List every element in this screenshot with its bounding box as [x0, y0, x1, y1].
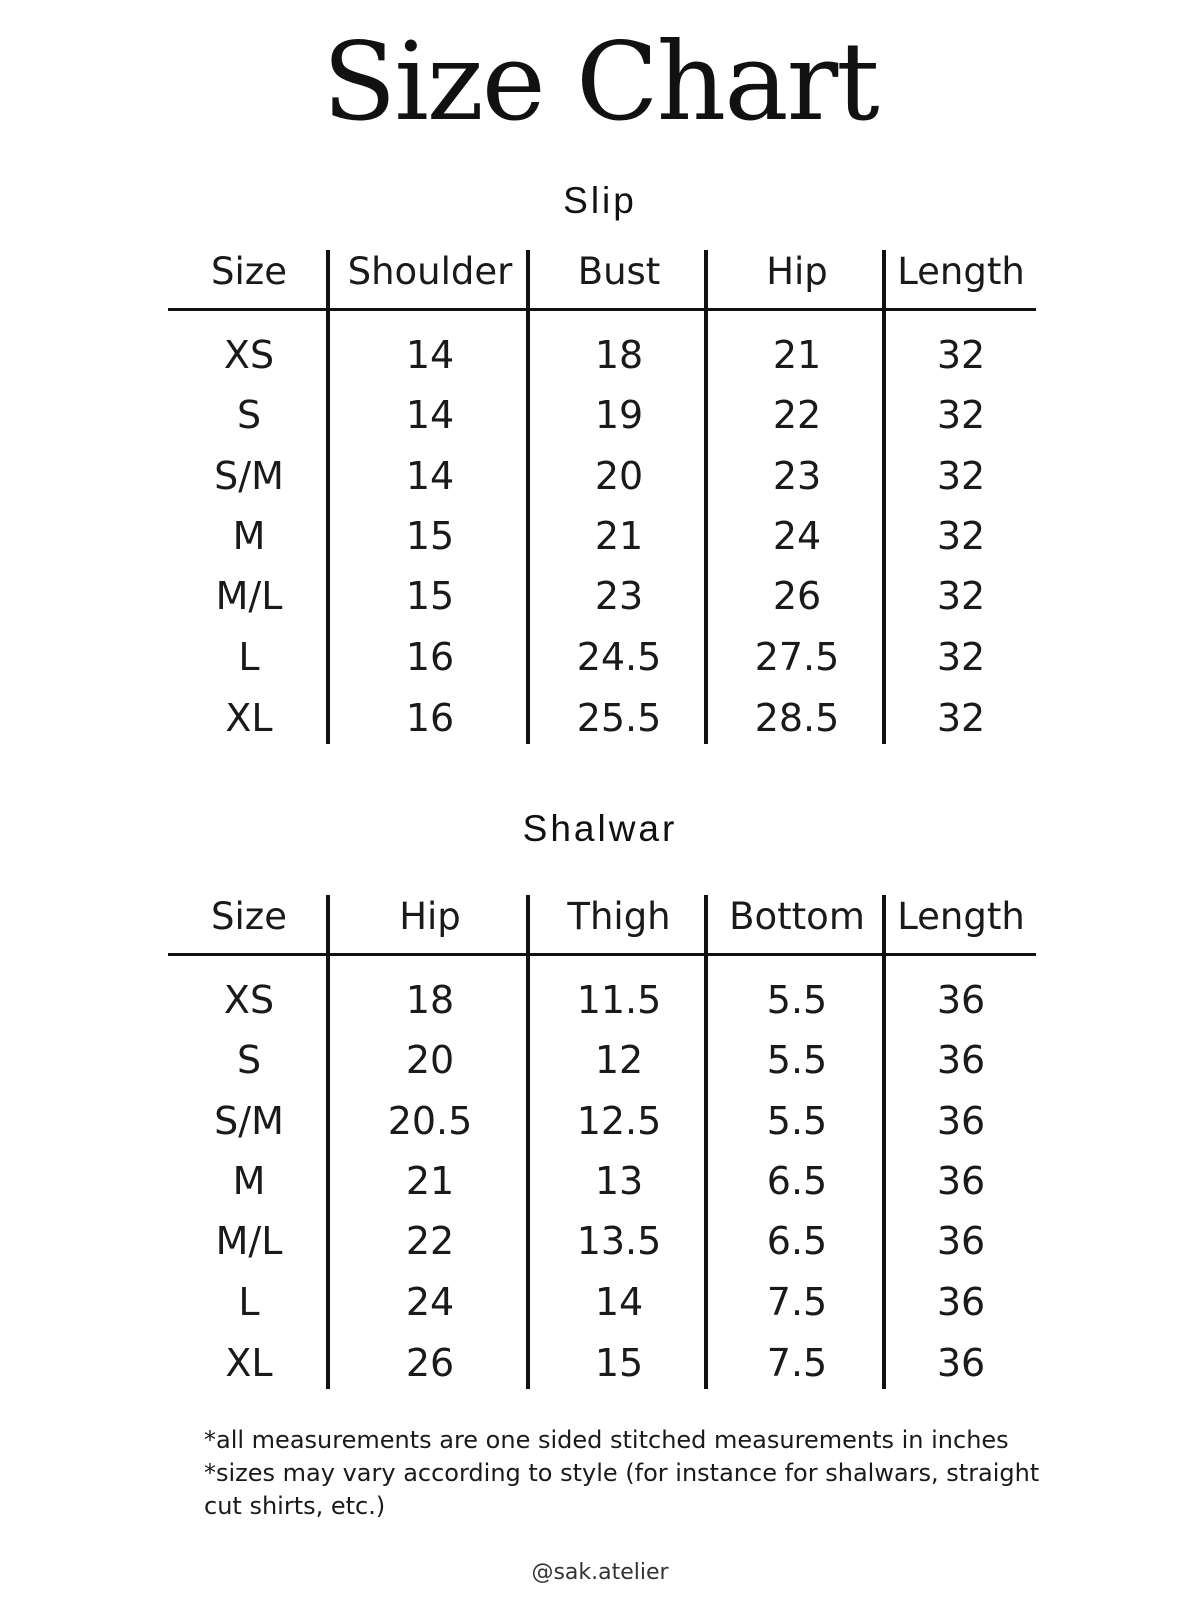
table-cell: 5.5	[766, 978, 828, 1022]
note-measurements: *all measurements are one sided stitched measurements in inches	[204, 1426, 1009, 1454]
table-cell: 36	[936, 1341, 986, 1385]
table-cell: 7.5	[766, 1280, 828, 1324]
column-header-hip: Hip	[399, 895, 461, 938]
table-cell: 32	[936, 574, 986, 618]
slip-section-title: Slip	[563, 180, 637, 221]
table-cell: 32	[936, 635, 986, 679]
table-cell: 16	[405, 635, 455, 679]
table-cell: M	[232, 514, 266, 558]
table-cell: XS	[223, 333, 275, 377]
table-cell: 6.5	[766, 1159, 828, 1203]
table-cell: 24	[772, 514, 822, 558]
shalwar-section-title: Shalwar	[522, 808, 678, 849]
table-cell: 36	[936, 1038, 986, 1082]
column-header-shoulder: Shoulder	[347, 250, 513, 293]
table-cell: 21	[594, 514, 644, 558]
table-cell: 5.5	[766, 1099, 828, 1143]
table-cell: 14	[405, 454, 455, 498]
table-cell: 20	[594, 454, 644, 498]
table-cell: 25.5	[576, 696, 662, 740]
table-cell: 15	[405, 514, 455, 558]
column-header-size: Size	[211, 250, 287, 293]
table-cell: 32	[936, 454, 986, 498]
column-header-bottom: Bottom	[729, 895, 865, 938]
header-divider	[168, 953, 1036, 956]
table-cell: 11.5	[576, 978, 662, 1022]
table-cell: 7.5	[766, 1341, 828, 1385]
table-cell: 22	[772, 393, 822, 437]
shalwar-size-table	[168, 895, 1036, 1389]
table-cell: 23	[594, 574, 644, 618]
table-cell: 16	[405, 696, 455, 740]
table-cell: 26	[405, 1341, 455, 1385]
table-cell: 5.5	[766, 1038, 828, 1082]
table-cell: 19	[594, 393, 644, 437]
table-cell: 20.5	[387, 1099, 473, 1143]
table-cell: 14	[594, 1280, 644, 1324]
column-header-size: Size	[211, 895, 287, 938]
slip-size-table	[168, 250, 1036, 744]
table-cell: 13	[594, 1159, 644, 1203]
column-header-hip: Hip	[766, 250, 828, 293]
measurement-notes	[204, 1424, 1064, 1523]
table-cell: 36	[936, 1099, 986, 1143]
table-cell: 36	[936, 1219, 986, 1263]
social-handle: @sak.atelier	[531, 1560, 669, 1585]
table-cell: S	[236, 393, 262, 437]
table-cell: 28.5	[754, 696, 840, 740]
table-cell: 20	[405, 1038, 455, 1082]
table-cell: S	[236, 1038, 262, 1082]
table-cell: L	[238, 635, 260, 679]
table-cell: 22	[405, 1219, 455, 1263]
table-cell: S/M	[214, 454, 284, 498]
table-cell: 21	[405, 1159, 455, 1203]
table-cell: 24.5	[576, 635, 662, 679]
table-cell: 36	[936, 1280, 986, 1324]
header-divider	[168, 308, 1036, 311]
table-cell: 12	[594, 1038, 644, 1082]
table-cell: 14	[405, 333, 455, 377]
table-cell: 15	[594, 1341, 644, 1385]
table-cell: L	[238, 1280, 260, 1324]
table-cell: 36	[936, 1159, 986, 1203]
column-header-bust: Bust	[577, 250, 661, 293]
table-cell: 14	[405, 393, 455, 437]
table-cell: M/L	[215, 574, 283, 618]
table-cell: 32	[936, 696, 986, 740]
table-cell: 12.5	[576, 1099, 662, 1143]
table-cell: 32	[936, 333, 986, 377]
column-header-thigh: Thigh	[567, 895, 671, 938]
table-cell: 13.5	[576, 1219, 662, 1263]
table-cell: S/M	[214, 1099, 284, 1143]
table-cell: 21	[772, 333, 822, 377]
table-cell: 32	[936, 514, 986, 558]
table-cell: 18	[594, 333, 644, 377]
table-cell: 23	[772, 454, 822, 498]
note-sizes-vary: *sizes may vary according to style (for instance for shalwars, straight cut shirts, etc.)	[204, 1459, 1040, 1520]
table-cell: 36	[936, 978, 986, 1022]
table-cell: 32	[936, 393, 986, 437]
table-cell: M/L	[215, 1219, 283, 1263]
table-cell: 26	[772, 574, 822, 618]
table-cell: XL	[225, 1341, 273, 1385]
table-cell: 15	[405, 574, 455, 618]
table-cell: M	[232, 1159, 266, 1203]
page-title: Size Chart	[322, 20, 878, 145]
table-cell: XL	[225, 696, 273, 740]
table-cell: 24	[405, 1280, 455, 1324]
column-header-length: Length	[897, 895, 1025, 938]
table-cell: 18	[405, 978, 455, 1022]
table-cell: 27.5	[754, 635, 840, 679]
table-cell: 6.5	[766, 1219, 828, 1263]
table-cell: XS	[223, 978, 275, 1022]
column-header-length: Length	[897, 250, 1025, 293]
